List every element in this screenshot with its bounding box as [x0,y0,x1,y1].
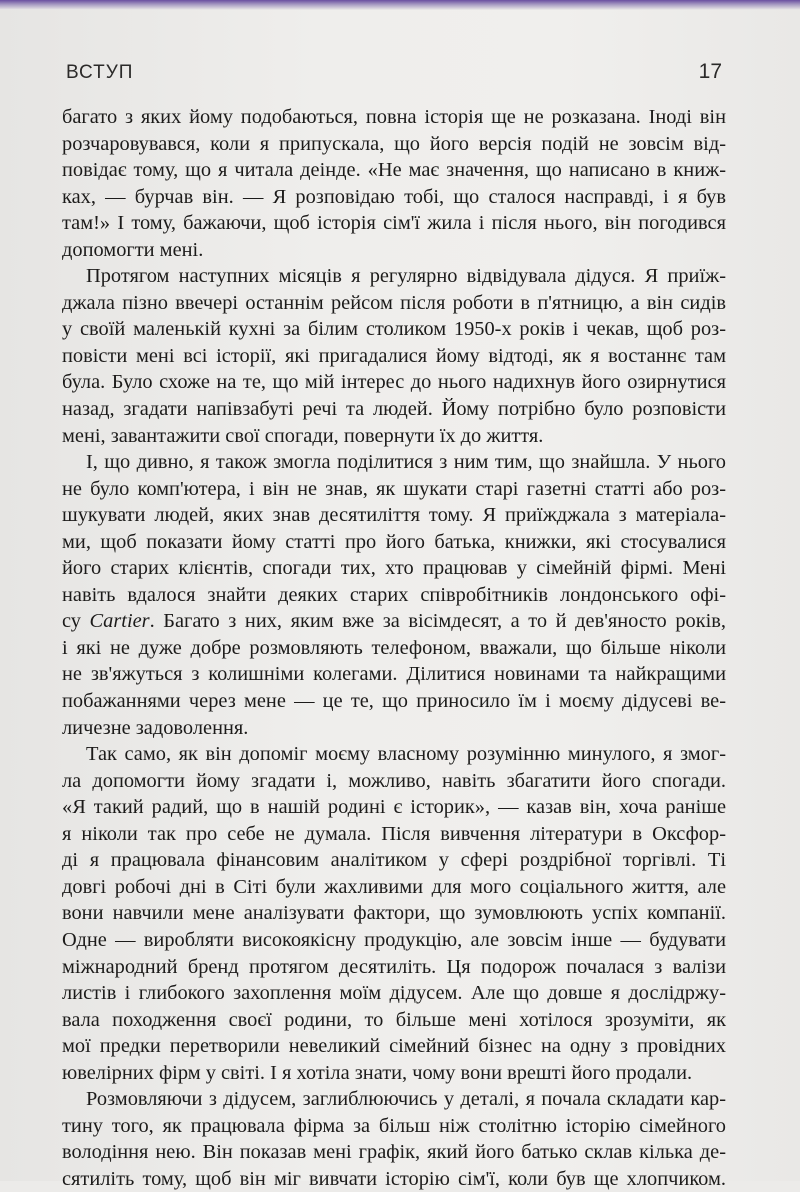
text-line: довгі робочі дні в Сіті були жахливими для мого соціального життя, але [62,875,726,898]
text-line: ми, щоб показати йому статті про його батька, книжки, які стосувалися [62,530,726,553]
text-line: повідає тому, що я читала деінде. «Не має значення, що написано в книж- [62,159,726,182]
text-line: не зв'яжуться з колишніми колегами. Ділитися новинами та найкращими [62,663,726,686]
text-line: Розмовляючи з дідусем, заглиблюючись у деталі, я почала складати кар- [86,1088,726,1111]
page-number: 17 [698,60,722,83]
text-line: там!» І тому, бажаючи, щоб історія сім'ї жила і після нього, він погодився [62,212,726,235]
text-line: сятиліть тому, щоб він міг вивчати історію сім'ї, коли був ще хлопчиком. [62,1167,726,1190]
text-line: шукувати людей, яких знав десятиліття тому. Я приїжджала з матеріала- [62,504,726,527]
text-line: Протягом наступних місяців я регулярно відвідувала дідуся. Я приїж- [86,265,726,288]
text-line: джала пізно ввечері останнім рейсом після роботи в п'ятницю, а він сидів [62,291,726,314]
text-line: вала походження своєї родини, то більше мені хотілося зрозуміти, як [62,1008,726,1031]
text-line: Одне — виробляти високоякісну продукцію, але зовсім інше — будувати [62,928,726,951]
text-line: ювелірних фірм у світі. І я хотіла знати, чому вони врешті його продали. [62,1061,693,1084]
text-line: навіть вдалося знайти деяких старих співробітників лондонського офі- [62,583,726,606]
page-top-edge [0,0,800,10]
text-line: міжнародний бренд протягом десятиліть. Ця подорож почалася з валізи [62,955,726,978]
text-line: назад, згадати напівзабуті речі та людей. Йому потрібно було розповісти [62,398,726,421]
text-line: «Я такий радий, що в нашій родині є історик», — казав він, хоча раніше [62,796,726,819]
text-line: була. Було схоже на те, що мій інтерес до нього надихнув його озирнутися [62,371,726,394]
text-line: ла допомогти йому згадати і, можливо, навіть збагатити його спогади. [62,769,726,792]
paragraph [62,1086,726,1192]
text-line: володіння нею. Він показав мені графік, який його батько склав кілька де- [62,1141,726,1164]
paragraph [62,263,726,449]
text-line: повісти мені всі історії, які пригадалися йому відтоді, як я востаннє там [62,344,726,367]
text-line: Так само, як він допоміг моєму власному розумінню минулого, я змог- [86,743,726,766]
brand-name [90,610,150,632]
text-line: ках, — бурчав він. — Я розповідаю тобі, що сталося насправді, і я був [62,185,726,208]
text-line: мої предки перетворили невеликий сімейний бізнес на одну з провідних [62,1035,726,1058]
text-fragment: . Багато з них, яким вже за вісімдесят, а то й дев'яносто років, [149,610,727,633]
paragraph [62,449,726,741]
text-line: і які не дуже добре розмовляють телефоном, вважали, що більше ніколи [62,636,726,659]
text-line: личезне задоволення. [62,716,249,739]
paragraph [62,104,726,263]
text-line: мені, завантажити свої спогади, повернути їх до життя. [62,424,544,447]
body-text [62,104,726,1192]
text-line-with-emphasis [62,608,726,635]
text-line: листів і глибокого захоплення моїм дідусем. Але що довше я дослідржу- [62,982,726,1005]
text-fragment: су [62,610,90,633]
text-line: багато з яких йому подобаються, повна історія ще не розказана. Іноді він [62,106,726,128]
text-line: не було комп'ютера, і він не знав, як шукати старі газетні статті або роз- [62,477,726,500]
text-line: його старих клієнтів, спогади тих, хто працював у сімейній фірмі. Мені [62,557,726,580]
text-line: у своїй маленькій кухні за білим столиком 1950-х років і чекав, щоб роз- [62,318,726,341]
text-line: І, що дивно, я також змогла поділитися з ним тим, що знайшла. У нього [86,451,726,474]
text-line: я ніколи так про себе не думала. Після вивчення літератури в Оксфор- [62,822,726,845]
text-line: вони навчили мене аналізувати фактори, що зумовлюють успіх компанії. [62,902,726,925]
section-title: ВСТУП [66,62,134,83]
italic-text: Cartier [89,610,150,633]
text-line: побажаннями через мене — це те, що приносило їм і моєму дідусеві ве- [62,690,726,713]
paragraph [62,741,726,1086]
text-line: ді я працювала фінансовим аналітиком у сфері роздрібної торгівлі. Ті [62,849,726,872]
text-line: розчаровувався, коли я припускала, що його версія подій не зовсім від- [62,132,726,155]
text-line: тину того, як працювала фірма за більш ніж столітню історію сімейного [62,1114,726,1137]
running-header [66,62,722,90]
text-line: допомогти мені. [62,238,204,261]
